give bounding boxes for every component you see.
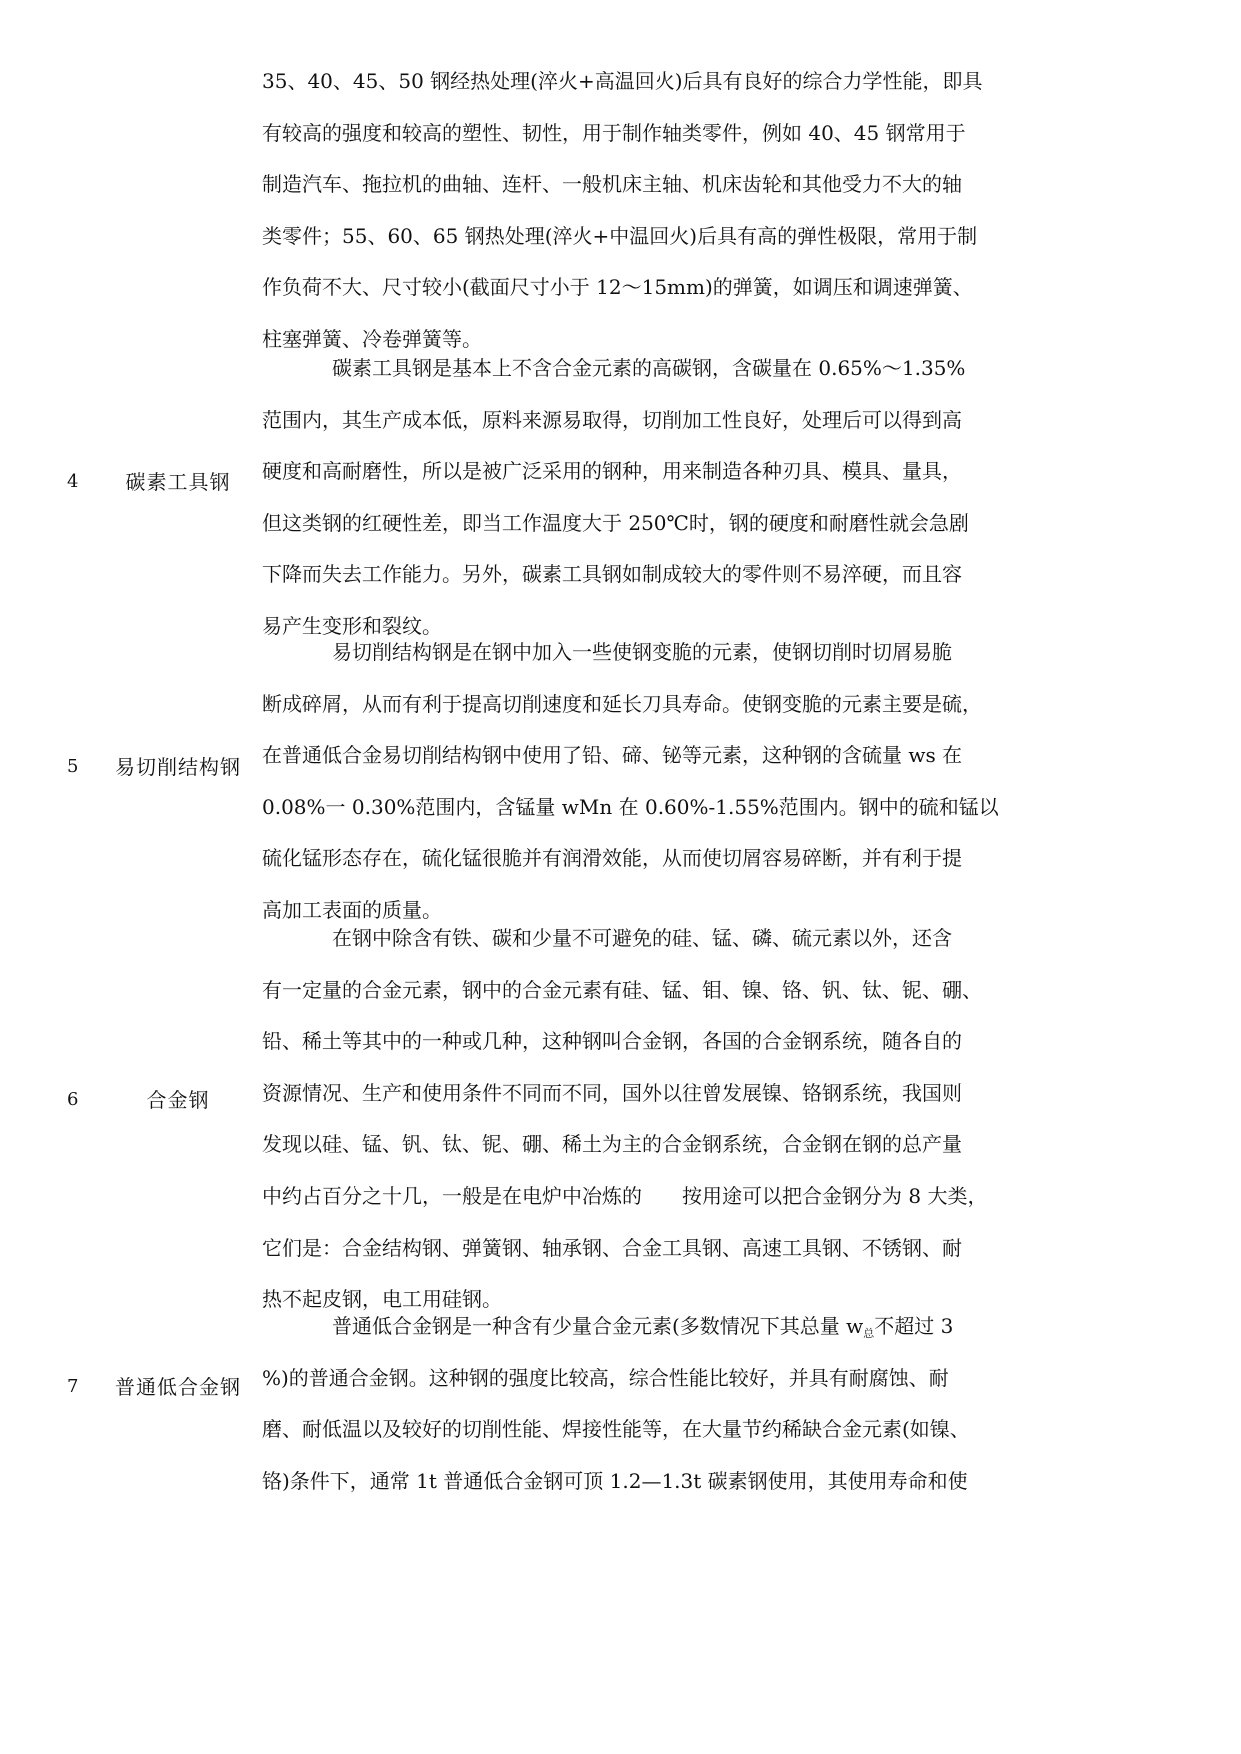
row-description	[262, 1301, 970, 1507]
description-line: 35、40、45、50 钢经热处理(淬火+高温回火)后具有良好的综合力学性能，即具	[262, 69, 983, 93]
description-line: 作负荷不大、尺寸较小(截面尺寸小于 12～15mm)的弹簧，如调压和调速弹簧、	[262, 275, 973, 300]
description-line: 硫化锰形态存在，硫化锰很脆并有润滑效能，从而使切屑容易碎断，并有利于提	[262, 846, 962, 871]
description-line-tail: 不超过 3	[874, 1314, 954, 1338]
description-line: 高加工表面的质量。	[262, 897, 442, 922]
description-line: 范围内，其生产成本低，原料来源易取得，切削加工性良好，处理后可以得到高	[262, 407, 962, 432]
row-number: 5	[67, 756, 79, 777]
description-line: 断成碎屑，从而有利于提高切削速度和延长刀具寿命。使钢变脆的元素主要是硫，	[262, 691, 982, 716]
description-line: 但这类钢的红硬性差，即当工作温度大于 250℃时，钢的硬度和耐磨性就会急剧	[262, 510, 969, 535]
description-line: 中约占百分之十几，一般是在电炉中冶炼的 按用途可以把合金钢分为 8 大类，	[262, 1183, 988, 1208]
description-line: 磨、耐低温以及较好的切削性能、焊接性能等，在大量节约稀缺合金元素(如镍、	[262, 1417, 970, 1442]
row-name: 合金钢	[146, 1088, 210, 1112]
description-line: 下降而失去工作能力。另外，碳素工具钢如制成较大的零件则不易淬硬，而且容	[262, 562, 962, 587]
row-name: 易切削结构钢	[115, 755, 241, 779]
description-line: 硬度和高耐磨性，所以是被广泛采用的钢种，用来制造各种刃具、模具、量具，	[262, 459, 962, 484]
description-line: 在普通低合金易切削结构钢中使用了铅、碲、铋等元素，这种钢的含硫量 ws 在	[262, 743, 963, 768]
description-line: 易产生变形和裂纹。	[262, 613, 442, 638]
row-number: 7	[67, 1376, 79, 1397]
description-line: 它们是：合金结构钢、弹簧钢、轴承钢、合金工具钢、高速工具钢、不锈钢、耐	[262, 1235, 962, 1260]
description-line: 有较高的强度和较高的塑性、韧性，用于制作轴类零件，例如 40、45 钢常用于	[262, 120, 966, 145]
description-line: 铅、稀土等其中的一种或几种，这种钢叫合金钢，各国的合金钢系统，随各自的	[262, 1029, 962, 1054]
description-line: 有一定量的合金元素，钢中的合金元素有硅、锰、钼、镍、铬、钒、钛、铌、硼、	[262, 977, 982, 1002]
row-name: 碳素工具钢	[125, 470, 231, 494]
description-line-text: 普通低合金钢是一种含有少量合金元素(多数情况下其总量 w	[332, 1314, 864, 1338]
description-line: 资源情况、生产和使用条件不同而不同，国外以往曾发展镍、铬钢系统，我国则	[262, 1080, 962, 1105]
description-line: %)的普通合金钢。这种钢的强度比较高，综合性能比较好，并具有耐腐蚀、耐	[262, 1365, 949, 1390]
description-line: 类零件；55、60、65 钢热处理(淬火+中温回火)后具有高的弹性极限，常用于制	[262, 223, 978, 248]
row-description	[262, 56, 983, 366]
row-number: 6	[67, 1089, 79, 1110]
subscript: 总	[863, 1327, 875, 1340]
description-line: 铬)条件下，通常 1t 普通低合金钢可顶 1.2—1.3t 碳素钢使用，其使用寿命和使	[262, 1468, 968, 1493]
description-line: 0.08%一 0.30%范围内，含锰量 wMn 在 0.60%-1.55%范围内。钢中的硫和锰以	[262, 794, 999, 819]
row-name: 普通低合金钢	[115, 1375, 241, 1399]
description-line: 热不起皮钢，电工用硅钢。	[262, 1287, 502, 1312]
description-line: 制造汽车、拖拉机的曲轴、连杆、一般机床主轴、机床齿轮和其他受力不大的轴	[262, 172, 962, 197]
description-line: 在钢中除含有铁、碳和少量不可避免的硅、锰、磷、硫元素以外，还含	[332, 926, 952, 950]
row-description	[262, 343, 969, 653]
description-line: 碳素工具钢是基本上不含合金元素的高碳钢，含碳量在 0.65%～1.35%	[332, 356, 966, 380]
description-line: 柱塞弹簧、冷卷弹簧等。	[262, 326, 482, 351]
row-description	[262, 627, 999, 937]
row-number: 4	[67, 471, 79, 492]
description-line: 易切削结构钢是在钢中加入一些使钢变脆的元素，使钢切削时切屑易脆	[332, 640, 952, 664]
description-line: 发现以硅、锰、钒、钛、铌、硼、稀土为主的合金钢系统，合金钢在钢的总产量	[262, 1132, 962, 1157]
description-line	[262, 1301, 954, 1353]
